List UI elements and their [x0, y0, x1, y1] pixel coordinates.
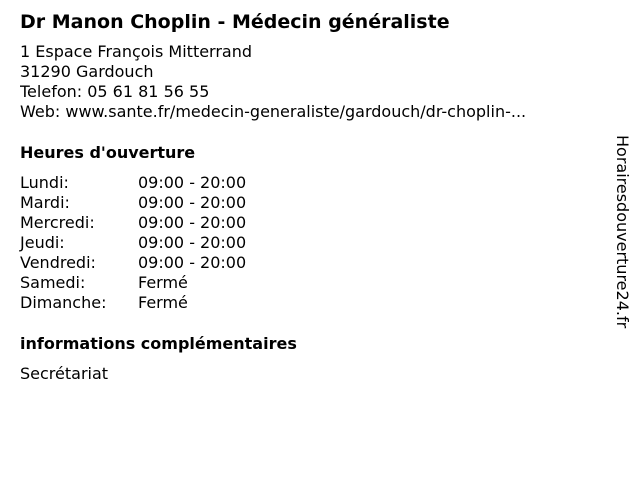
- phone-line: Telefon: 05 61 81 56 55: [20, 82, 210, 101]
- hours-time: 09:00 - 20:00: [138, 233, 247, 252]
- hours-day: Vendredi:: [20, 253, 96, 272]
- address-street: 1 Espace François Mitterrand: [20, 42, 253, 61]
- additional-info-text: Secrétariat: [20, 364, 109, 383]
- hours-row-friday: [20, 253, 600, 273]
- hours-time: 09:00 - 20:00: [138, 253, 247, 272]
- hours-row-saturday: [20, 273, 600, 293]
- hours-time: 09:00 - 20:00: [138, 173, 247, 192]
- hours-day: Mercredi:: [20, 213, 95, 232]
- hours-row-wednesday: [20, 213, 600, 233]
- hours-day: Dimanche:: [20, 293, 107, 312]
- hours-row-monday: [20, 173, 600, 193]
- hours-day: Mardi:: [20, 193, 70, 212]
- hours-row-sunday: [20, 293, 600, 313]
- hours-row-tuesday: [20, 193, 600, 213]
- hours-time: Fermé: [138, 293, 188, 312]
- hours-day: Jeudi:: [20, 233, 65, 252]
- opening-hours-table: [20, 173, 600, 313]
- hours-day: Lundi:: [20, 173, 69, 192]
- site-brand-watermark: Horairesdouverture24.fr: [613, 135, 632, 329]
- opening-hours-heading: Heures d'ouverture: [20, 143, 196, 162]
- hours-day: Samedi:: [20, 273, 86, 292]
- listing-card: [20, 10, 600, 384]
- page-title: Dr Manon Choplin - Médecin généraliste: [20, 11, 450, 33]
- hours-time: 09:00 - 20:00: [138, 193, 247, 212]
- hours-row-thursday: [20, 233, 600, 253]
- hours-time: Fermé: [138, 273, 188, 292]
- hours-time: 09:00 - 20:00: [138, 213, 247, 232]
- address-city: 31290 Gardouch: [20, 62, 154, 81]
- website-link[interactable]: Web: www.sante.fr/medecin-generaliste/gardouch/dr-choplin-...: [20, 102, 527, 121]
- additional-info-heading: informations complémentaires: [20, 334, 297, 353]
